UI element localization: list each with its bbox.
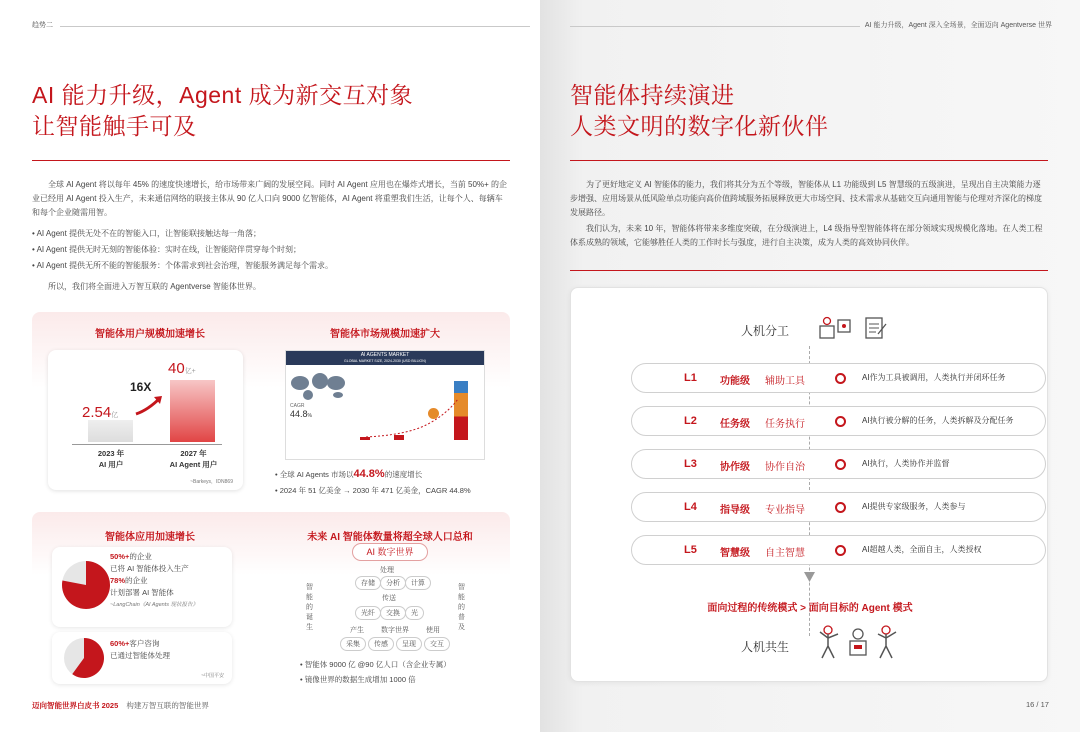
value-2023: 2.54亿 bbox=[82, 404, 119, 421]
bullet-item: • 2024 年 51 亿美金 → 2030 年 471 亿美金，CAGR 44.8% bbox=[275, 483, 505, 499]
flow-label: 处理 bbox=[380, 567, 394, 574]
growth-arrow-icon bbox=[134, 394, 164, 416]
level-marker-icon bbox=[835, 416, 846, 427]
word-tag: 计算 bbox=[405, 576, 431, 590]
bar-2023 bbox=[88, 420, 133, 442]
word-tag: 传感 bbox=[368, 637, 394, 651]
closing-paragraph: 所以，我们将全面进入万智互联的 Agentverse 智能体世界。 bbox=[48, 282, 261, 291]
arrow-down-icon bbox=[804, 572, 815, 582]
level-marker-icon bbox=[835, 545, 846, 556]
trend-line-icon bbox=[366, 397, 461, 439]
header-rule bbox=[570, 26, 860, 27]
intro-paragraph: 为了更好地定义 AI 智能体的能力，我们将其分为五个等级，智能体从 L1 功能级到 L5 智慧级的五级演进，呈现出自主决策能力逐步增强、应用场景从低风险单点功能向高价值跨域服务拓展释放更大市场空间、技术需求从基础交互向通用智能与伦理对齐深化的梯度发展路径。 我们认为，未来 10 年，智能体将带来多维度突破，在分级演进上，L4 级指导型智能体将在部分领域实现规模化落地。在人类工程体系成熟的领域，它能够胜任人类的工作时长与强度，进行自主决策，成为人类的高效协同伙伴。 bbox=[570, 180, 1043, 247]
word-tag: 存储 bbox=[355, 576, 381, 590]
right-page bbox=[540, 0, 1080, 732]
level-marker-icon bbox=[835, 502, 846, 513]
ai-world-label: AI 数字世界 bbox=[352, 543, 428, 561]
section-label: 趋势二 bbox=[32, 22, 53, 29]
chapter-label: AI 能力升级，Agent 深入全场景，全面迈向 Agentverse 世界 bbox=[864, 22, 1052, 29]
world-map-icon bbox=[288, 369, 348, 401]
adoption-title: 智能体应用加速增长 bbox=[105, 532, 195, 543]
level-marker-icon bbox=[835, 373, 846, 384]
adoption-card-2 bbox=[52, 632, 232, 684]
word-tag: 采集 bbox=[340, 637, 366, 651]
title-line-1: AI 能力升级，Agent 成为新交互对象 bbox=[32, 82, 414, 108]
adoption-card-1 bbox=[52, 547, 232, 627]
label-2027: 2027 年 AI Agent 用户 bbox=[169, 449, 218, 469]
label-2023: 2023 年 AI 用户 bbox=[97, 449, 125, 469]
word-tag: 光纤 bbox=[355, 606, 381, 620]
bullet-item: • AI Agent 提供无时无刻的智能体验：实时在线，让智能陪伴贯穿每个时刻； bbox=[32, 242, 510, 258]
page-title-right bbox=[570, 80, 829, 142]
page-title-left bbox=[32, 80, 413, 142]
digital-world-diagram bbox=[300, 543, 480, 653]
chart-baseline bbox=[72, 444, 222, 445]
bullet-item: • AI Agent 提供无所不能的智能服务：个体需求到社会治理，智能服务满足每个需求。 bbox=[32, 258, 510, 274]
value-2027: 40亿+ bbox=[168, 360, 196, 377]
source-note: ~Barkeys，IDN869 bbox=[190, 479, 233, 485]
user-growth-chart bbox=[48, 350, 243, 490]
level-row-L5: L5 智慧级 自主智慧 AI超越人类，全面自主，人类授权 bbox=[631, 535, 1046, 565]
footer-left: 迈向智能世界白皮书 2025 构建万智互联的智能世界 bbox=[32, 701, 209, 710]
title-rule bbox=[32, 160, 510, 161]
level-marker-icon bbox=[835, 459, 846, 470]
title-rule bbox=[570, 160, 1048, 161]
robot-human-icon bbox=[818, 624, 898, 660]
market-bullets bbox=[275, 466, 505, 499]
mode-caption: 面向过程的传统模式 > 面向目标的 Agent 模式 bbox=[707, 603, 913, 614]
level-row-L4: L4 指导级 专业指导 AI提供专家级服务，人类参与 bbox=[631, 492, 1046, 522]
adoption-stats-1: 50%+的企业 已将 AI 智能体投入生产 78%的企业 计划部署 AI 智能体 ~LangChain《AI Agents 现状报告》 bbox=[110, 552, 198, 608]
bottom-label: 人机共生 bbox=[741, 640, 790, 654]
bullet-item: • 全球 AI Agents 市场以44.8%的速度增长 bbox=[275, 466, 505, 483]
word-tag: 呈现 bbox=[396, 637, 422, 651]
title-line-2: 让智能触手可及 bbox=[32, 113, 197, 139]
page-number: 16 / 17 bbox=[1026, 700, 1049, 709]
human-machine-icon bbox=[818, 316, 888, 340]
adoption-pie-1 bbox=[60, 559, 112, 611]
adoption-stats-2: 60%+客户咨询 已通过智能体处理 bbox=[110, 639, 170, 660]
source-note: ~中国平安 bbox=[201, 673, 224, 679]
multiplier-label: 16X bbox=[130, 380, 152, 394]
flow-row: 产生 数字世界 使用 bbox=[350, 627, 440, 634]
level-row-L3: L3 协作级 协作自治 AI执行，人类协作并监督 bbox=[631, 449, 1046, 479]
market-title: 智能体市场规模加速扩大 bbox=[330, 329, 440, 340]
bullet-item: • AI Agent 提供无处不在的智能入口，让智能联接触达每一角落； bbox=[32, 226, 510, 242]
bar-2027 bbox=[170, 380, 215, 442]
market-report-image bbox=[285, 350, 485, 460]
user-growth-title: 智能体用户规模加速增长 bbox=[95, 329, 205, 340]
intro-paragraph: 全球 AI Agent 将以每年 45% 的速度快速增长，给市场带来广阔的发展空间。同时 AI Agent 应用也在爆炸式增长，当前 50%+ 的企业已经用 AI Agent 投入生产，未来通信网络的联接主体从 90 亿人口向 9000 亿智能体，AI Agent 将重塑我们生活，让每个人、每辆车和每个企业随需用智。 bbox=[32, 180, 507, 217]
word-tag: 交换 bbox=[380, 606, 406, 620]
bullet-item: • 智能体 9000 亿 @90 亿人口（含企业专属） bbox=[300, 657, 505, 672]
side-label-right: 智能的普及 bbox=[458, 584, 465, 631]
level-row-L1: L1 功能级 辅助工具 AI作为工具被调用，人类执行并闭环任务 bbox=[631, 363, 1046, 393]
adoption-pie-2 bbox=[62, 636, 106, 680]
population-bullets bbox=[300, 657, 505, 687]
levels-card bbox=[570, 287, 1048, 682]
title-line-1: 智能体持续演进 bbox=[570, 82, 735, 108]
top-label: 人机分工 bbox=[741, 324, 790, 338]
header-rule bbox=[60, 26, 530, 27]
title-line-2: 人类文明的数字化新伙伴 bbox=[570, 113, 829, 139]
level-row-L2: L2 任务级 任务执行 AI执行被分解的任务，人类拆解及分配任务 bbox=[631, 406, 1046, 436]
section-rule bbox=[570, 270, 1048, 271]
population-title: 未来 AI 智能体数量将超全球人口总和 bbox=[307, 532, 473, 543]
side-label-left: 智能的诞生 bbox=[306, 584, 313, 631]
word-tag: 光 bbox=[405, 606, 424, 620]
cagr-block: CAGR 44.8% bbox=[290, 403, 312, 419]
capability-bullets bbox=[32, 226, 510, 274]
word-tag: 交互 bbox=[424, 637, 450, 651]
flow-label: 传送 bbox=[382, 595, 396, 602]
word-tag: 分析 bbox=[380, 576, 406, 590]
report-header: AI AGENTS MARKET GLOBAL MARKET SIZE, 2024-2030 (USD BILLION) bbox=[286, 351, 484, 365]
bullet-item: • 镜像世界的数据生成增加 1000 倍 bbox=[300, 672, 505, 687]
